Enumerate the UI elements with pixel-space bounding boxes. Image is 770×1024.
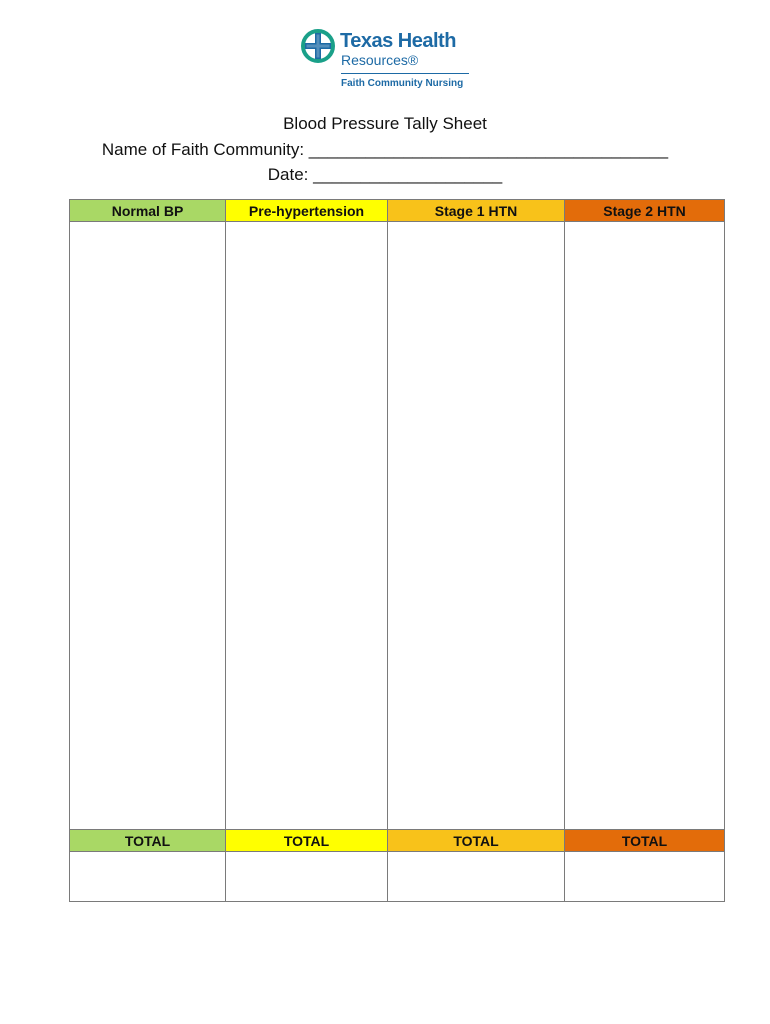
total-label-pre-hypertension: TOTAL — [226, 829, 387, 852]
tally-area-normal-bp[interactable] — [70, 222, 225, 829]
sheet-title: Blood Pressure Tally Sheet — [283, 114, 487, 133]
tally-area-pre-hypertension[interactable] — [226, 222, 387, 829]
logo-tagline: Faith Community Nursing — [341, 78, 464, 89]
total-value-stage-1-htn[interactable] — [388, 852, 564, 902]
community-name-line: Name of Faith Community: ______________________________________ — [101, 140, 669, 159]
texas-health-logo — [300, 28, 475, 94]
header-stage-2-htn: Stage 2 HTN — [565, 200, 724, 222]
total-label-stage-2-htn: TOTAL — [565, 829, 724, 852]
date-line: Date: ____________________ — [267, 165, 503, 184]
total-value-pre-hypertension[interactable] — [226, 852, 387, 902]
tally-table — [69, 199, 725, 902]
tally-area-stage-1-htn[interactable] — [388, 222, 564, 829]
total-label-stage-1-htn: TOTAL — [388, 829, 564, 852]
column-stage-2-htn — [564, 200, 724, 901]
logo-title: Texas Health — [340, 30, 456, 52]
column-stage-1-htn — [387, 200, 564, 901]
header-normal-bp: Normal BP — [70, 200, 225, 222]
cross-logo-icon — [300, 28, 336, 64]
total-value-stage-2-htn[interactable] — [565, 852, 724, 902]
logo-subtitle: Resources® — [341, 52, 419, 68]
total-value-normal-bp[interactable] — [70, 852, 225, 902]
header-stage-1-htn: Stage 1 HTN — [388, 200, 564, 222]
total-label-normal-bp: TOTAL — [70, 829, 225, 852]
logo-divider — [341, 73, 469, 74]
column-pre-hypertension — [225, 200, 387, 901]
header-pre-hypertension: Pre-hypertension — [226, 200, 387, 222]
tally-area-stage-2-htn[interactable] — [565, 222, 724, 829]
column-normal-bp — [70, 200, 225, 901]
